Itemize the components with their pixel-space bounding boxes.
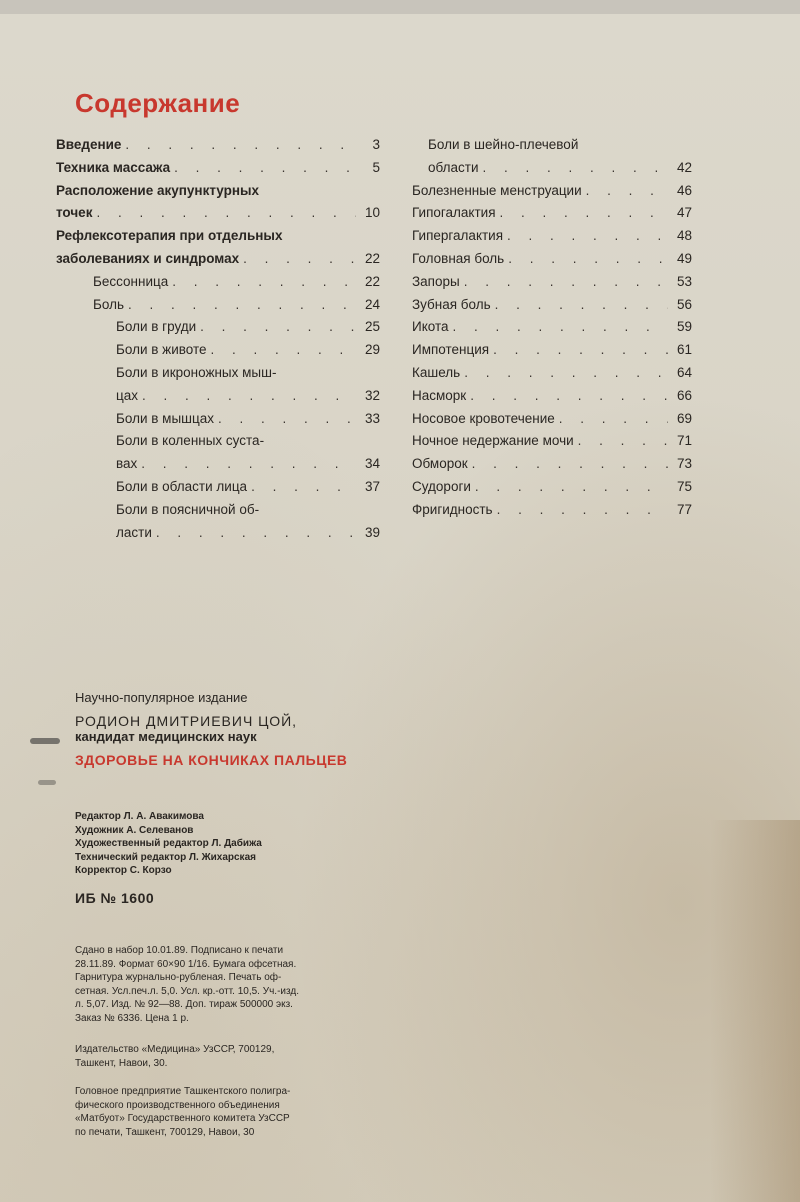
toc-label: цах bbox=[116, 387, 138, 403]
toc-label: заболеваниях и синдромах bbox=[56, 250, 240, 266]
toc-entry bbox=[412, 453, 692, 476]
toc-entry bbox=[412, 294, 692, 317]
toc-label: Икота bbox=[412, 319, 449, 335]
toc-label: Боли в коленных суста- bbox=[116, 433, 265, 449]
toc-label: Судороги bbox=[412, 478, 471, 494]
toc-label: Техника массажа bbox=[56, 159, 171, 175]
toc-entry bbox=[412, 385, 692, 408]
publisher-line: Издательство «Медицина» УзССР, 700129, bbox=[75, 1044, 275, 1055]
toc-leader bbox=[493, 339, 668, 362]
toc-entry bbox=[412, 362, 692, 385]
publisher-line: Ташкент, Навои, 30. bbox=[75, 1057, 168, 1069]
printer-line: Головное предприятие Ташкентского полигра- bbox=[75, 1086, 291, 1097]
toc-page: 3 bbox=[372, 137, 380, 152]
publisher-info bbox=[75, 1043, 405, 1070]
toc-leader bbox=[174, 157, 356, 180]
toc-label: Насморк bbox=[412, 387, 467, 403]
toc-leader bbox=[251, 476, 356, 499]
toc-entry bbox=[412, 248, 692, 271]
toc-entry bbox=[56, 134, 380, 157]
toc-page: 75 bbox=[676, 478, 692, 494]
toc-entry bbox=[412, 408, 692, 431]
toc-entry bbox=[412, 476, 692, 499]
toc-right-column bbox=[412, 134, 692, 522]
toc-page: 49 bbox=[676, 250, 692, 266]
credit-line: Технический редактор Л. Жихарская bbox=[75, 851, 256, 863]
toc-leader bbox=[125, 134, 356, 157]
toc-entry bbox=[56, 408, 380, 431]
toc-entry bbox=[56, 157, 380, 180]
toc-page: 29 bbox=[364, 342, 380, 358]
toc-label: Бессонница bbox=[93, 273, 169, 289]
toc-leader bbox=[464, 362, 668, 385]
toc-page: 47 bbox=[676, 205, 692, 221]
credit-line: Художественный редактор Л. Дабижа bbox=[75, 838, 262, 849]
toc-page: 5 bbox=[372, 159, 380, 175]
toc-label: Болезненные менструации bbox=[412, 182, 582, 198]
author-name: РОДИОН ДМИТРИЕВИЧ ЦОЙ, bbox=[75, 713, 298, 729]
toc-entry bbox=[56, 225, 380, 248]
publication-info bbox=[75, 944, 405, 1025]
toc-entry bbox=[56, 476, 380, 499]
toc-label: Боли в области лица bbox=[116, 478, 248, 494]
toc-label: Кашель bbox=[412, 364, 461, 380]
pub-line: л. 5,07. Изд. № 92—88. Доп. тираж 500000 экз. bbox=[75, 999, 293, 1010]
toc-label: ласти bbox=[116, 524, 152, 540]
printer-line: фического производственного объединения bbox=[75, 1099, 280, 1111]
toc-entry bbox=[56, 385, 380, 408]
toc-entry bbox=[412, 271, 692, 294]
toc-leader bbox=[218, 408, 356, 431]
toc-leader bbox=[470, 385, 668, 408]
toc-entry bbox=[56, 316, 380, 339]
credit-line: Художник А. Селеванов bbox=[75, 824, 194, 836]
toc-page: 39 bbox=[364, 524, 380, 540]
toc-leader bbox=[211, 339, 356, 362]
author-degree: кандидат медицинских наук bbox=[75, 729, 257, 744]
toc-page: 61 bbox=[676, 342, 692, 358]
toc-page: 24 bbox=[364, 296, 380, 312]
pub-line: Сдано в набор 10.01.89. Подписано к печати bbox=[75, 945, 284, 956]
toc-page: 37 bbox=[364, 478, 380, 494]
pub-line: сетная. Усл.печ.л. 5,0. Усл. кр.-отт. 10,5. Уч.-изд. bbox=[75, 985, 299, 997]
toc-leader bbox=[508, 248, 668, 271]
toc-entry bbox=[412, 499, 692, 522]
toc-label: Гипогалактия bbox=[412, 205, 496, 221]
toc-label: Введение bbox=[56, 137, 122, 152]
toc-entry bbox=[56, 248, 380, 271]
edition-type: Научно-популярное издание bbox=[75, 690, 248, 705]
toc-label: Боли в животе bbox=[116, 342, 207, 358]
toc-page: 34 bbox=[364, 456, 380, 472]
toc-label: Рефлексотерапия при отдельных bbox=[56, 228, 283, 244]
toc-leader bbox=[500, 202, 668, 225]
toc-page: 42 bbox=[676, 159, 692, 175]
printer-info bbox=[75, 1085, 405, 1139]
contents-title: Содержание bbox=[75, 88, 241, 118]
toc-entry bbox=[56, 453, 380, 476]
toc-entry bbox=[412, 202, 692, 225]
paper-stain bbox=[710, 820, 800, 1202]
toc-page: 56 bbox=[676, 296, 692, 312]
toc-entry bbox=[56, 271, 380, 294]
toc-page: 46 bbox=[676, 182, 692, 198]
toc-leader bbox=[128, 294, 356, 317]
toc-page: 77 bbox=[676, 501, 692, 517]
toc-page: 22 bbox=[364, 273, 380, 289]
toc-entry bbox=[56, 499, 380, 522]
toc-label: Зубная боль bbox=[412, 296, 491, 312]
toc-entry bbox=[412, 225, 692, 248]
toc-label: Боли в мышцах bbox=[116, 410, 214, 426]
toc-leader bbox=[559, 408, 668, 431]
toc-leader bbox=[464, 271, 668, 294]
toc-page: 33 bbox=[364, 410, 380, 426]
toc-leader bbox=[507, 225, 668, 248]
toc-page: 22 bbox=[364, 250, 380, 266]
toc-leader bbox=[156, 522, 356, 545]
toc-label: Боли в груди bbox=[116, 319, 197, 335]
toc-leader bbox=[497, 499, 668, 522]
toc-entry bbox=[56, 522, 380, 545]
toc-leader bbox=[578, 430, 668, 453]
toc-page: 32 bbox=[364, 387, 380, 403]
toc-entry bbox=[412, 430, 692, 453]
toc-page: 71 bbox=[676, 433, 692, 449]
toc-label: вах bbox=[116, 456, 138, 472]
toc-label: Головная боль bbox=[412, 250, 505, 266]
credit-line: Корректор С. Корзо bbox=[75, 865, 172, 876]
toc-page: 69 bbox=[676, 410, 692, 426]
toc-entry bbox=[412, 339, 692, 362]
toc-page: 73 bbox=[676, 456, 692, 472]
toc-label: Запоры bbox=[412, 273, 460, 289]
toc-leader bbox=[475, 476, 668, 499]
toc-page: 10 bbox=[364, 205, 380, 221]
pub-line: 28.11.89. Формат 60×90 1/16. Бумага офсетная. bbox=[75, 958, 297, 970]
toc-entry bbox=[56, 180, 380, 203]
toc-leader bbox=[200, 316, 356, 339]
toc-leader bbox=[472, 453, 668, 476]
toc-entry bbox=[412, 316, 692, 339]
toc-label: точек bbox=[56, 205, 93, 221]
toc-page: 66 bbox=[676, 387, 692, 403]
imprint-block bbox=[75, 690, 347, 768]
toc-leader bbox=[141, 453, 356, 476]
toc-label: Фригидность bbox=[412, 501, 493, 517]
credit-line: Редактор Л. А. Авакимова bbox=[75, 811, 204, 822]
ib-number: ИБ № 1600 bbox=[75, 890, 155, 906]
toc-left-column bbox=[56, 134, 380, 544]
toc-label: Боли в шейно-плечевой bbox=[428, 137, 579, 152]
toc-leader bbox=[172, 271, 356, 294]
toc-page: 25 bbox=[364, 319, 380, 335]
toc-label: Обморок bbox=[412, 456, 468, 472]
credits-block bbox=[75, 810, 262, 878]
toc-leader bbox=[243, 248, 356, 271]
page-top-edge bbox=[0, 0, 800, 14]
toc-label: Носовое кровотечение bbox=[412, 410, 555, 426]
toc-leader bbox=[586, 180, 668, 203]
toc-page: 59 bbox=[676, 319, 692, 335]
toc-leader bbox=[483, 157, 669, 180]
printer-line: по печати, Ташкент, 700129, Навои, 30 bbox=[75, 1126, 255, 1138]
toc-label: Импотенция bbox=[412, 342, 490, 358]
toc-entry bbox=[56, 339, 380, 362]
toc-page: 64 bbox=[676, 364, 692, 380]
toc-leader bbox=[142, 385, 356, 408]
printer-line: «Матбуот» Государственного комитета УзССР bbox=[75, 1113, 290, 1124]
toc-label: Расположение акупунктурных bbox=[56, 182, 260, 198]
toc-label: области bbox=[428, 159, 479, 175]
toc-page: 48 bbox=[676, 228, 692, 244]
toc-entry bbox=[412, 134, 692, 157]
toc-label: Ночное недержание мочи bbox=[412, 433, 574, 449]
toc-entry bbox=[56, 202, 380, 225]
pub-line: Заказ № 6336. Цена 1 р. bbox=[75, 1012, 189, 1024]
toc-label: Боли в икроножных мыш- bbox=[116, 364, 277, 380]
toc-page: 53 bbox=[676, 273, 692, 289]
toc-label: Гипергалактия bbox=[412, 228, 504, 244]
toc-leader bbox=[495, 294, 668, 317]
toc-entry bbox=[412, 180, 692, 203]
toc-leader bbox=[453, 316, 668, 339]
ink-smudge bbox=[38, 780, 56, 785]
pub-line: Гарнитура журнально-рубленая. Печать оф- bbox=[75, 972, 282, 983]
toc-entry bbox=[56, 294, 380, 317]
toc-entry bbox=[412, 157, 692, 180]
toc-entry bbox=[56, 362, 380, 385]
book-title: ЗДОРОВЬЕ НА КОНЧИКАХ ПАЛЬЦЕВ bbox=[75, 752, 348, 768]
toc-label: Боль bbox=[93, 296, 124, 312]
toc-label: Боли в поясничной об- bbox=[116, 501, 260, 517]
ink-smudge bbox=[30, 738, 60, 744]
toc-leader bbox=[96, 202, 356, 225]
toc-entry bbox=[56, 430, 380, 453]
